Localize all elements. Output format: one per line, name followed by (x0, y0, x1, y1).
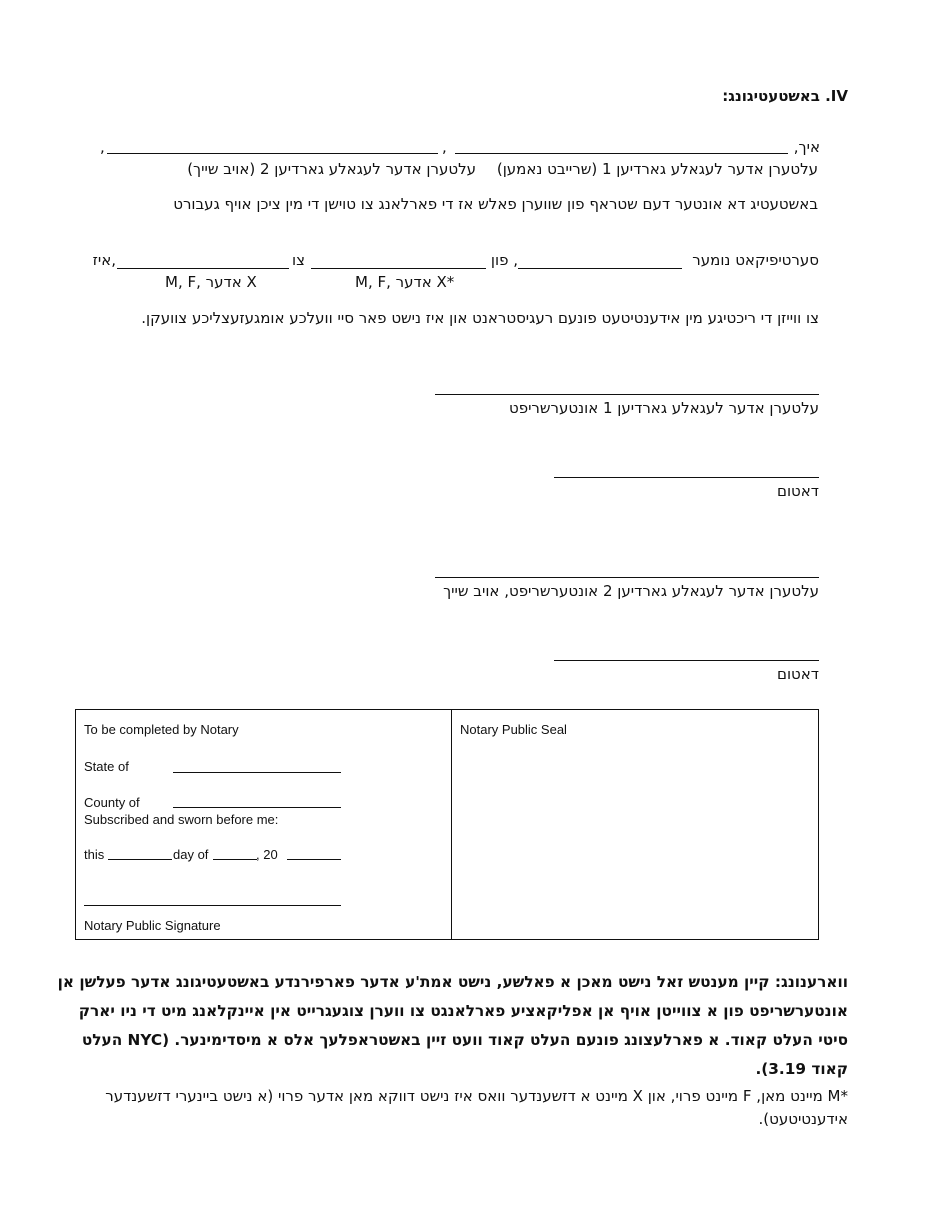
comma-1: , (442, 138, 447, 156)
guardian1-signature-line[interactable] (435, 394, 819, 395)
guardian1-signature-label: עלטערן אדער לעגאלע גארדיען 1 אונטערשריפט (508, 399, 819, 417)
to-caption: M, F, אדער X (165, 273, 257, 291)
notary-signature-line[interactable] (84, 905, 341, 906)
to-gender-line[interactable] (117, 268, 289, 269)
notary-box (75, 709, 819, 940)
guardian1-caption: עלטערן אדער לעגאלע גארדיען 1 (שרייבט נאמען) (496, 160, 818, 178)
this-label: this (84, 847, 105, 862)
correct-sentence: צו ווייזן די ריכטיגע מין אידענטיטעט פונעם רעגיסטראנט און איז נישט פאר סיי וועלכע אומגעזעצליכע צוועקן. (141, 309, 819, 327)
i-label: איך, (793, 138, 820, 156)
to-label: צו (292, 251, 305, 269)
date1-line[interactable] (554, 477, 819, 478)
comma-2: , (100, 138, 105, 156)
guardian1-name-line[interactable] (455, 153, 788, 154)
gender-footnote: *M מיינט מאן, F מיינט פרוי, און X מיינט א דזשענדער וואס איז נישט דווקא מאן אדער פרוי (א נישט ביינערי דזשענדער אידענטיטעט). (105, 1087, 848, 1128)
state-label: State of (84, 759, 129, 774)
section-number: IV. (825, 87, 848, 105)
guardian2-name-line[interactable] (107, 153, 438, 154)
from-caption: M, F, אדער X* (355, 273, 455, 291)
notary-seal-label: Notary Public Seal (460, 722, 567, 737)
section-heading (722, 87, 848, 106)
date2-line[interactable] (554, 660, 819, 661)
from-gender-line[interactable] (311, 268, 486, 269)
state-line[interactable] (173, 772, 341, 773)
certificate-label: סערטיפיקאט נומער (692, 251, 819, 269)
year-line[interactable] (287, 859, 341, 860)
month-line[interactable] (213, 859, 257, 860)
sworn-label: Subscribed and sworn before me: (84, 812, 279, 827)
warning-paragraph: ווארענונג: קיין מענטש זאל נישט מאכן א פאלשע, נישט אמת'ע אדער פארפירנדע באשטעטיגונג אדער פעלשן אן אונטערשריפט פון א צווייטן אויף אן אפליקאציע פארלאנגט צו ווערן צוגעגרייט אין איינקלאנג מיט די ניו יארק סיטי העלט קאוד. א פארלעצונג פונעם העלט קאוד וועט זיין באשטראפלעך אלס א מיסדימינער. (NYC העלט קאוד 3.19). (57, 973, 848, 1078)
date2-label: דאטום (777, 665, 819, 683)
from-label: , פון (490, 251, 518, 269)
notary-header: To be completed by Notary (84, 722, 239, 737)
day-line[interactable] (108, 859, 172, 860)
is-label: ,איז (92, 251, 116, 269)
notary-signature-label: Notary Public Signature (84, 918, 221, 933)
day-of-label: day of (173, 847, 209, 862)
county-label: County of (84, 795, 140, 810)
county-line[interactable] (173, 807, 341, 808)
guardian2-signature-label: עלטערן אדער לעגאלע גארדיען 2 אונטערשריפט, אויב שייך (443, 582, 819, 600)
notary-box-divider (451, 710, 452, 939)
year-prefix: , 20 (256, 847, 278, 862)
section-title: באשטעטיגונג: (722, 87, 820, 105)
certificate-number-line[interactable] (518, 268, 682, 269)
guardian2-caption: עלטערן אדער לעגאלע גארדיען 2 (אויב שייך) (187, 160, 476, 178)
date1-label: דאטום (777, 482, 819, 500)
penalty-sentence: באשטעטיג דא אונטער דעם שטראף פון שווערן פאלש אז די פארלאנג צו טוישן די מין ציכן אויף געבורט (173, 195, 818, 213)
guardian2-signature-line[interactable] (435, 577, 819, 578)
